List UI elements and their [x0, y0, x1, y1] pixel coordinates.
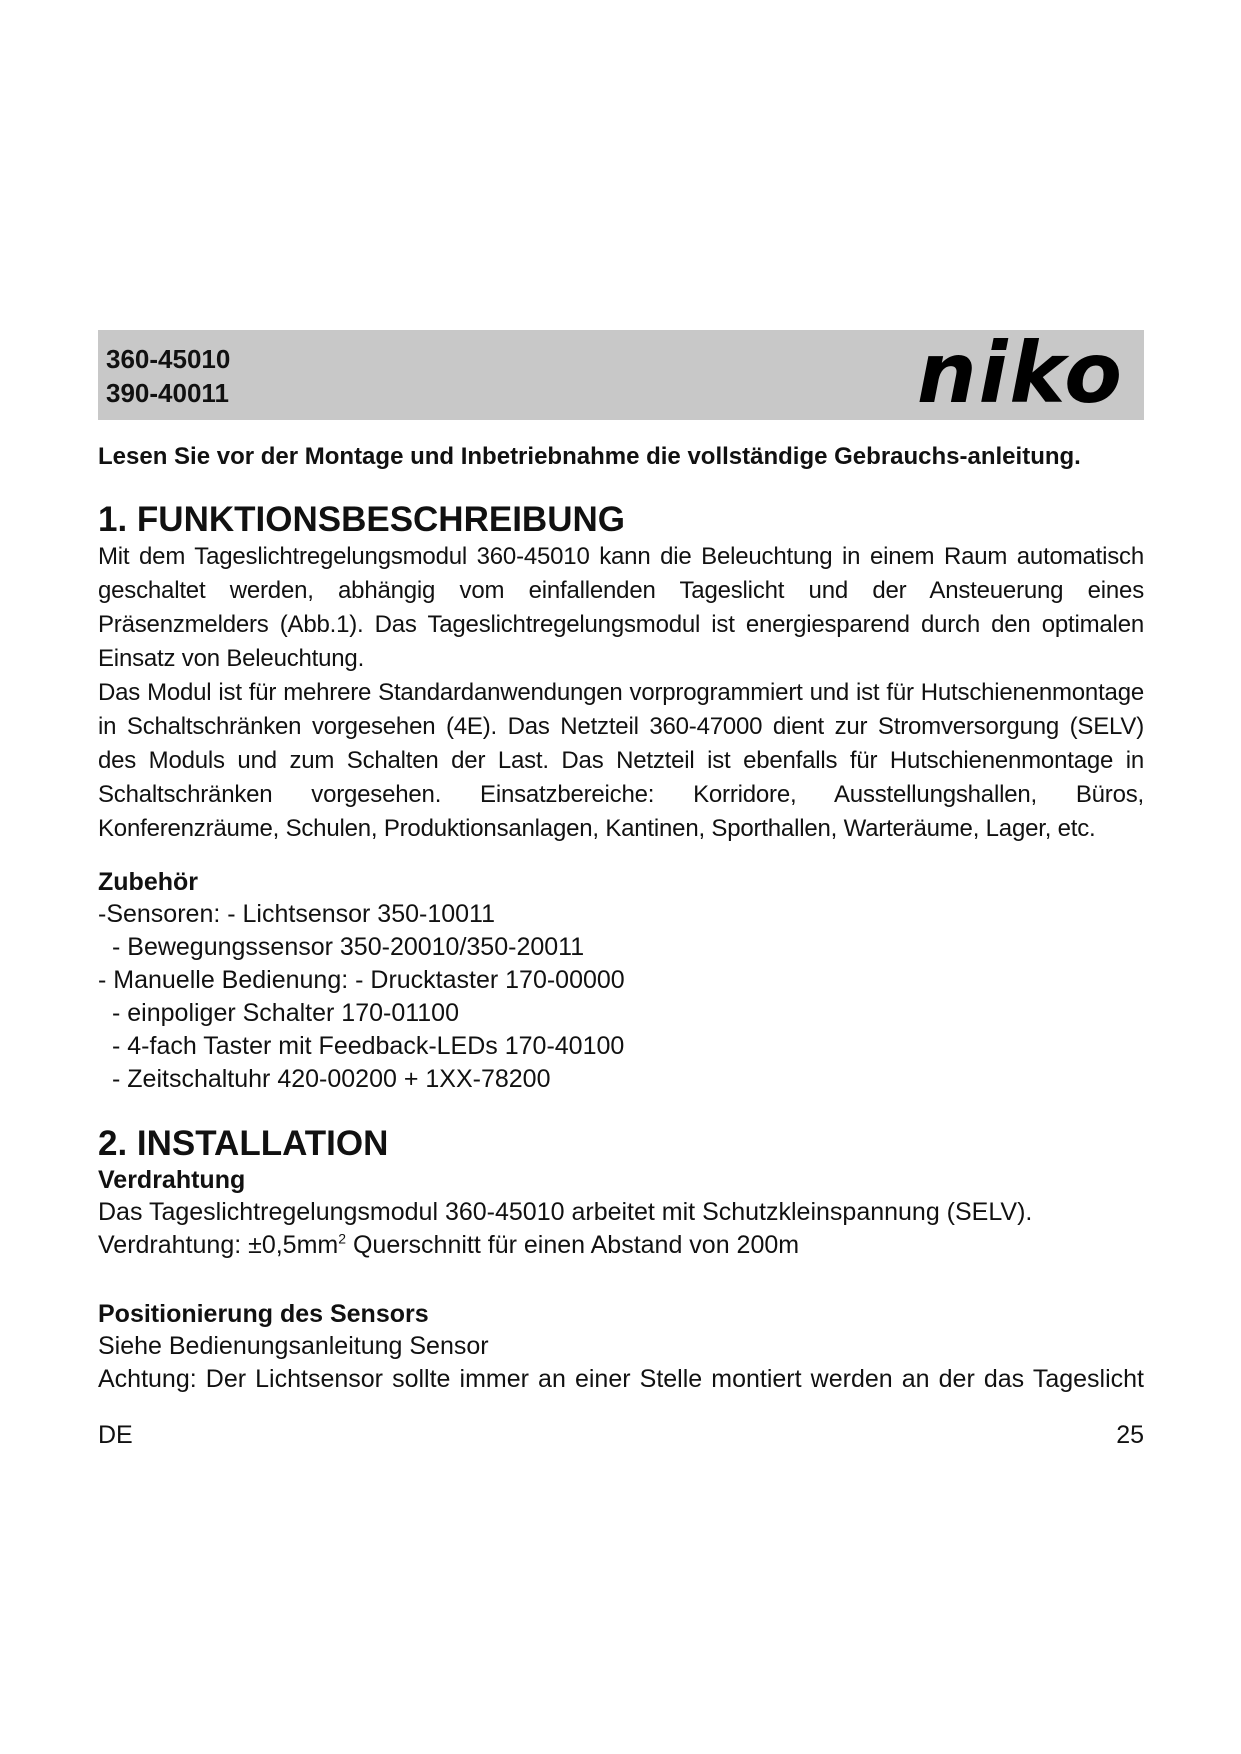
- page-number: 25: [1116, 1421, 1144, 1449]
- accessories-title: Zubehör: [98, 868, 198, 896]
- paragraph-line: Siehe Bedienungsanleitung Sensor: [98, 1332, 489, 1360]
- list-item: -Sensoren: - Lichtsensor 350-10011: [98, 900, 495, 928]
- text-fragment: Verdrahtung: ±0,5mm: [98, 1231, 339, 1259]
- list-item: - einpoliger Schalter 170-01100: [112, 999, 459, 1027]
- niko-logo: [856, 330, 1136, 416]
- product-codes: [106, 342, 230, 410]
- product-code: 360-45010: [106, 344, 231, 374]
- paragraph-line: Das Tageslichtregelungsmodul 360-45010 arbeitet mit Schutzkleinspannung (SELV).: [98, 1198, 1033, 1226]
- accessories-section: [98, 866, 1144, 1096]
- paragraph: Mit dem Tageslichtregelungsmodul 360-45010 kann die Beleuchtung in einem Raum automatisch geschaltet werden, abhängig vom einfallenden Tageslicht und der Ansteuerung eines Präsenzmelders (Abb.1). Das Tageslichtregelungsmodul ist energiesparend durch den optimalen Einsatz von Beleuchtung.: [98, 543, 1144, 672]
- language-code: DE: [98, 1421, 133, 1449]
- product-code: 390-40011: [106, 378, 229, 408]
- logo-text: niko: [916, 330, 1124, 416]
- subsection-title: Verdrahtung: [98, 1166, 246, 1194]
- section-positionierung: [98, 1298, 1144, 1396]
- section-title: 1. FUNKTIONSBESCHREIBUNG: [98, 500, 625, 539]
- section-funktionsbeschreibung: [98, 500, 1144, 846]
- list-item: - Manuelle Bedienung: - Drucktaster 170-00000: [98, 966, 625, 994]
- header-band: [98, 330, 1144, 420]
- paragraph-line: Achtung: Der Lichtsensor sollte immer an einer Stelle montiert werden an der das Tageslicht: [98, 1365, 1144, 1393]
- section-installation: [98, 1124, 1144, 1262]
- superscript: 2: [338, 1230, 347, 1247]
- intro-notice: Lesen Sie vor der Montage und Inbetriebnahme die vollständige Gebrauchs-anleitung.: [98, 443, 1081, 470]
- paragraph-line: [98, 1229, 1144, 1262]
- paragraph: Das Modul ist für mehrere Standardanwendungen vorprogrammiert und ist für Hutschienenmontage in Schaltschränken vorgesehen (4E). Das Netzteil 360-47000 dient zur Stromversorgung (SELV) des Moduls und zum Schalten der Last. Das Netzteil ist ebenfalls für Hutschienenmontage in Schaltschränken vorgesehen. Einsatzbereiche: Korridore, Ausstellungshallen, Büros, Konferenzräume, Schulen, Produktionsanlagen, Kantinen, Sporthallen, Warteräume, Lager, etc.: [98, 679, 1144, 842]
- section-title: 2. INSTALLATION: [98, 1124, 389, 1163]
- text-fragment: Querschnitt für einen Abstand von 200m: [346, 1231, 800, 1259]
- list-item: - Zeitschaltuhr 420-00200 + 1XX-78200: [112, 1065, 551, 1093]
- list-item: - 4-fach Taster mit Feedback-LEDs 170-40100: [112, 1032, 625, 1060]
- subsection-title: Positionierung des Sensors: [98, 1300, 429, 1328]
- list-item: - Bewegungssensor 350-20010/350-20011: [112, 933, 585, 961]
